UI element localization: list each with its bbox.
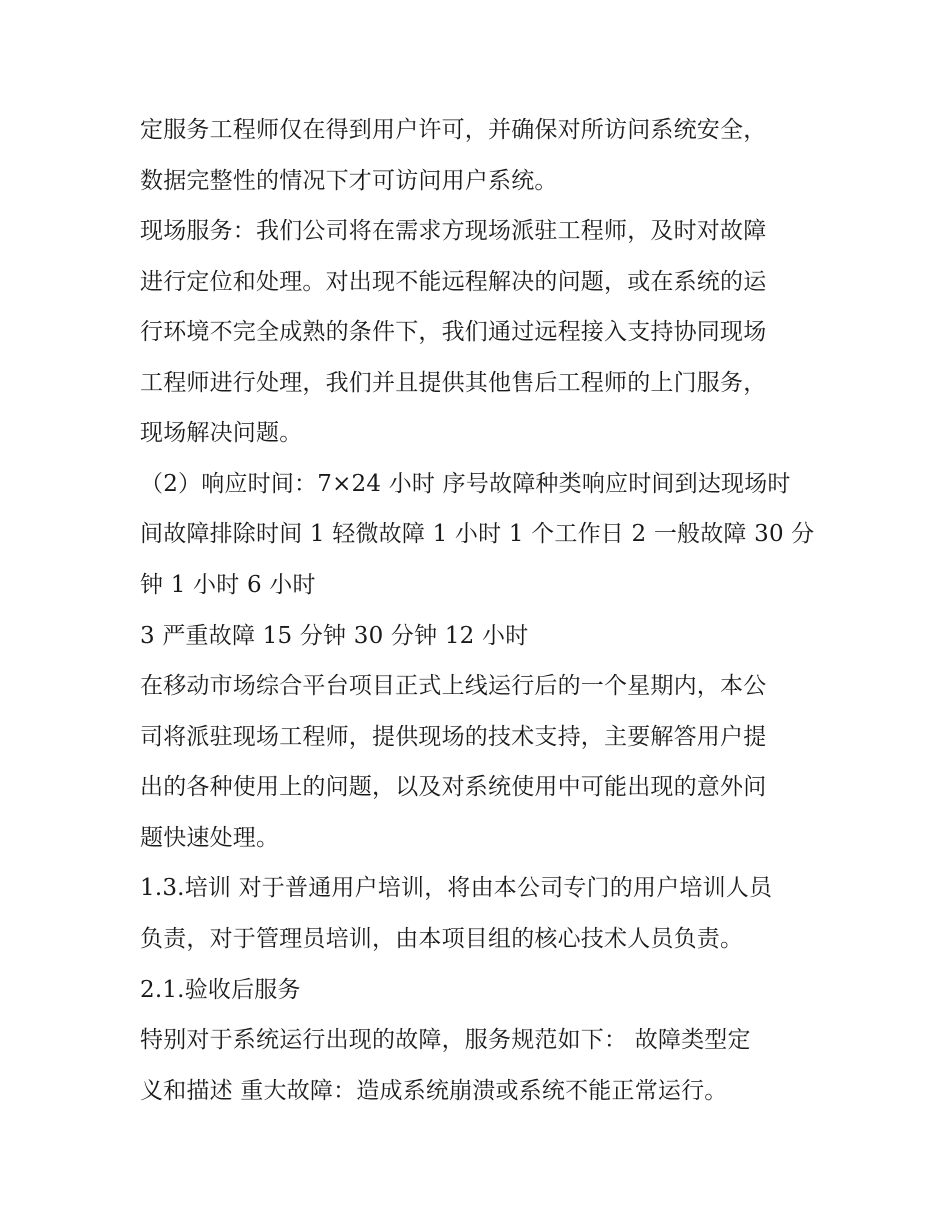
text-line-4: 进行定位和处理。对出现不能远程解决的问题，或在系统的运 (140, 269, 767, 295)
text-line-9: 间故障排除时间 1 轻微故障 1 小时 1 个工作日 2 一般故障 30 分 (140, 521, 815, 547)
text-line-5: 行环境不完全成熟的条件下，我们通过远程接入支持协同现场 (140, 319, 767, 345)
text-line-7: 现场解决问题。 (140, 420, 303, 446)
text-line-11: 3 严重故障 15 分钟 30 分钟 12 小时 (140, 623, 529, 649)
text-line-10: 钟 1 小时 6 小时 (140, 572, 316, 598)
text-line-3: 现场服务：我们公司将在需求方现场派驻工程师，及时对故障 (140, 218, 767, 244)
text-line-19: 特别对于系统运行出现的故障，服务规范如下： 故障类型定 (140, 1027, 751, 1053)
text-line-12: 在移动市场综合平台项目正式上线运行后的一个星期内，本公 (140, 673, 767, 699)
text-line-1: 定服务工程师仅在得到用户许可，并确保对所访问系统安全， (140, 117, 767, 143)
text-line-2: 数据完整性的情况下才可访问用户系统。 (140, 168, 558, 194)
text-line-18: 2.1.验收后服务 (140, 977, 301, 1003)
text-line-13: 司将派驻现场工程师，提供现场的技术支持，主要解答用户提 (140, 724, 767, 750)
text-line-8: （2）响应时间：7×24 小时 序号故障种类响应时间到达现场时 (140, 471, 791, 497)
text-line-17: 负责，对于管理员培训，由本项目组的核心技术人员负责。 (140, 926, 744, 952)
text-line-15: 题快速处理。 (140, 825, 280, 851)
text-line-14: 出的各种使用上的问题，以及对系统使用中可能出现的意外问 (140, 774, 767, 800)
text-line-6: 工程师进行处理，我们并且提供其他售后工程师的上门服务， (140, 370, 767, 396)
text-line-20: 义和描述 重大故障：造成系统崩溃或系统不能正常运行。 (140, 1078, 728, 1104)
text-line-16: 1.3.培训 对于普通用户培训，将由本公司专门的用户培训人员 (140, 875, 773, 901)
